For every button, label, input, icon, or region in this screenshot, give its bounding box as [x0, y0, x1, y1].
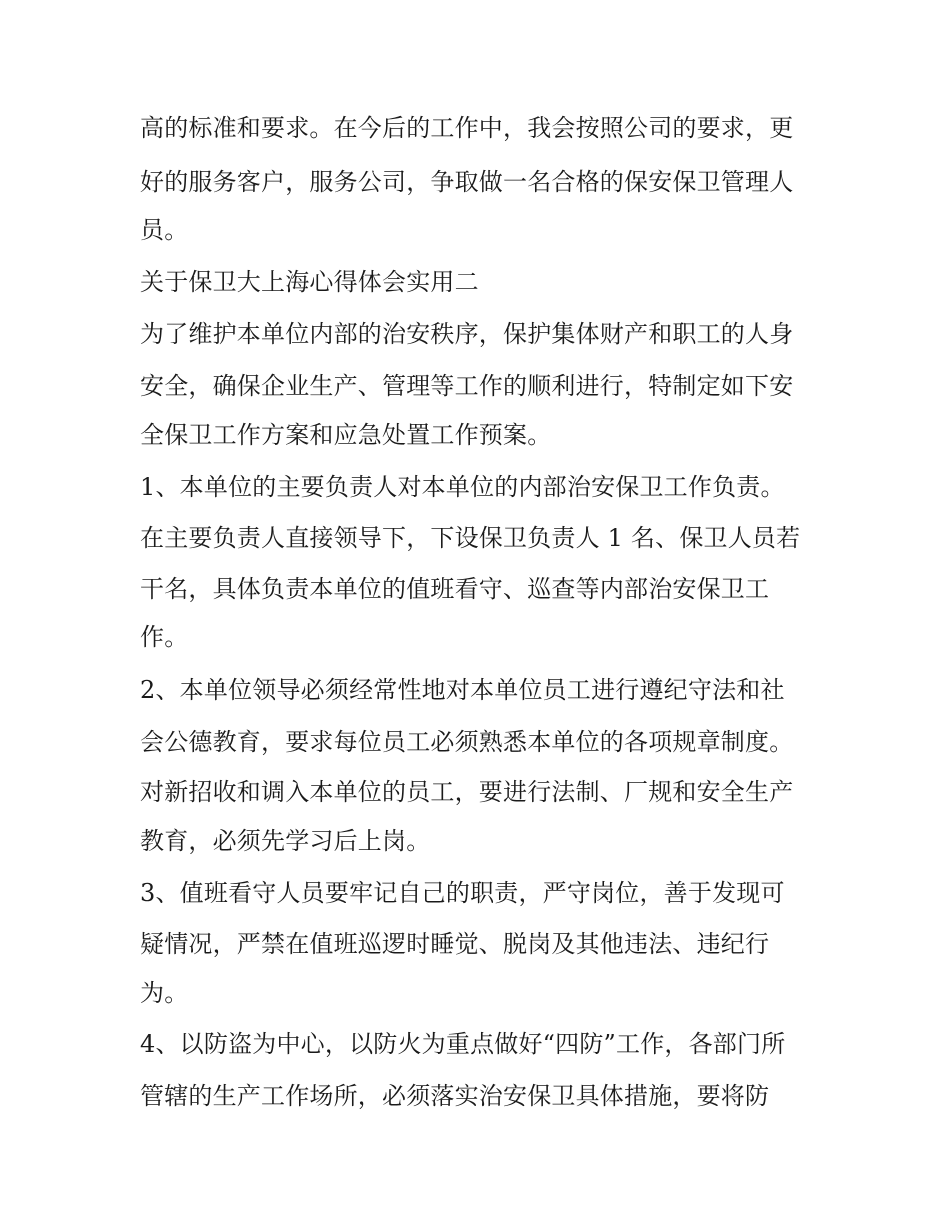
- text-line: 为。: [140, 979, 189, 1007]
- text-line: 作。: [140, 623, 189, 651]
- text-line: 疑情况，严禁在值班巡逻时睡觉、脱岗及其他违法、违纪行: [140, 930, 770, 958]
- text-line: 对新招收和调入本单位的员工，要进行法制、厂规和安全生产: [140, 778, 794, 806]
- section-heading: 关于保卫大上海心得体会实用二: [140, 268, 479, 296]
- text-line: 全保卫工作方案和应急处置工作预案。: [140, 421, 552, 449]
- text-line: 好的服务客户，服务公司，争取做一名合格的保安保卫管理人: [140, 168, 794, 196]
- text-line: 安全，确保企业生产、管理等工作的顺利进行，特制定如下安: [140, 372, 794, 400]
- text-line: 会公德教育，要求每位员工必须熟悉本单位的各项规章制度。: [140, 728, 794, 756]
- text-line: 员。: [140, 216, 189, 244]
- text-line: 1、本单位的主要负责人对本单位的内部治安保卫工作负责。: [140, 473, 785, 501]
- text-line: 高的标准和要求。在今后的工作中，我会按照公司的要求，更: [140, 114, 794, 142]
- text-line: 管辖的生产工作场所，必须落实治安保卫具体措施，要将防: [140, 1082, 770, 1110]
- text-line: 2、本单位领导必须经常性地对本单位员工进行遵纪守法和社: [140, 676, 785, 704]
- text-line: 4、以防盗为中心，以防火为重点做好“四防”工作，各部门所: [140, 1030, 786, 1058]
- text-line: 在主要负责人直接领导下，下设保卫负责人 1 名、保卫人员若: [140, 524, 801, 552]
- text-line: 3、值班看守人员要牢记自己的职责，严守岗位，善于发现可: [140, 879, 785, 907]
- text-line: 干名，具体负责本单位的值班看守、巡查等内部治安保卫工: [140, 575, 770, 603]
- text-line: 教育，必须先学习后上岗。: [140, 827, 431, 855]
- text-line: 为了维护本单位内部的治安秩序，保护集体财产和职工的人身: [140, 320, 794, 348]
